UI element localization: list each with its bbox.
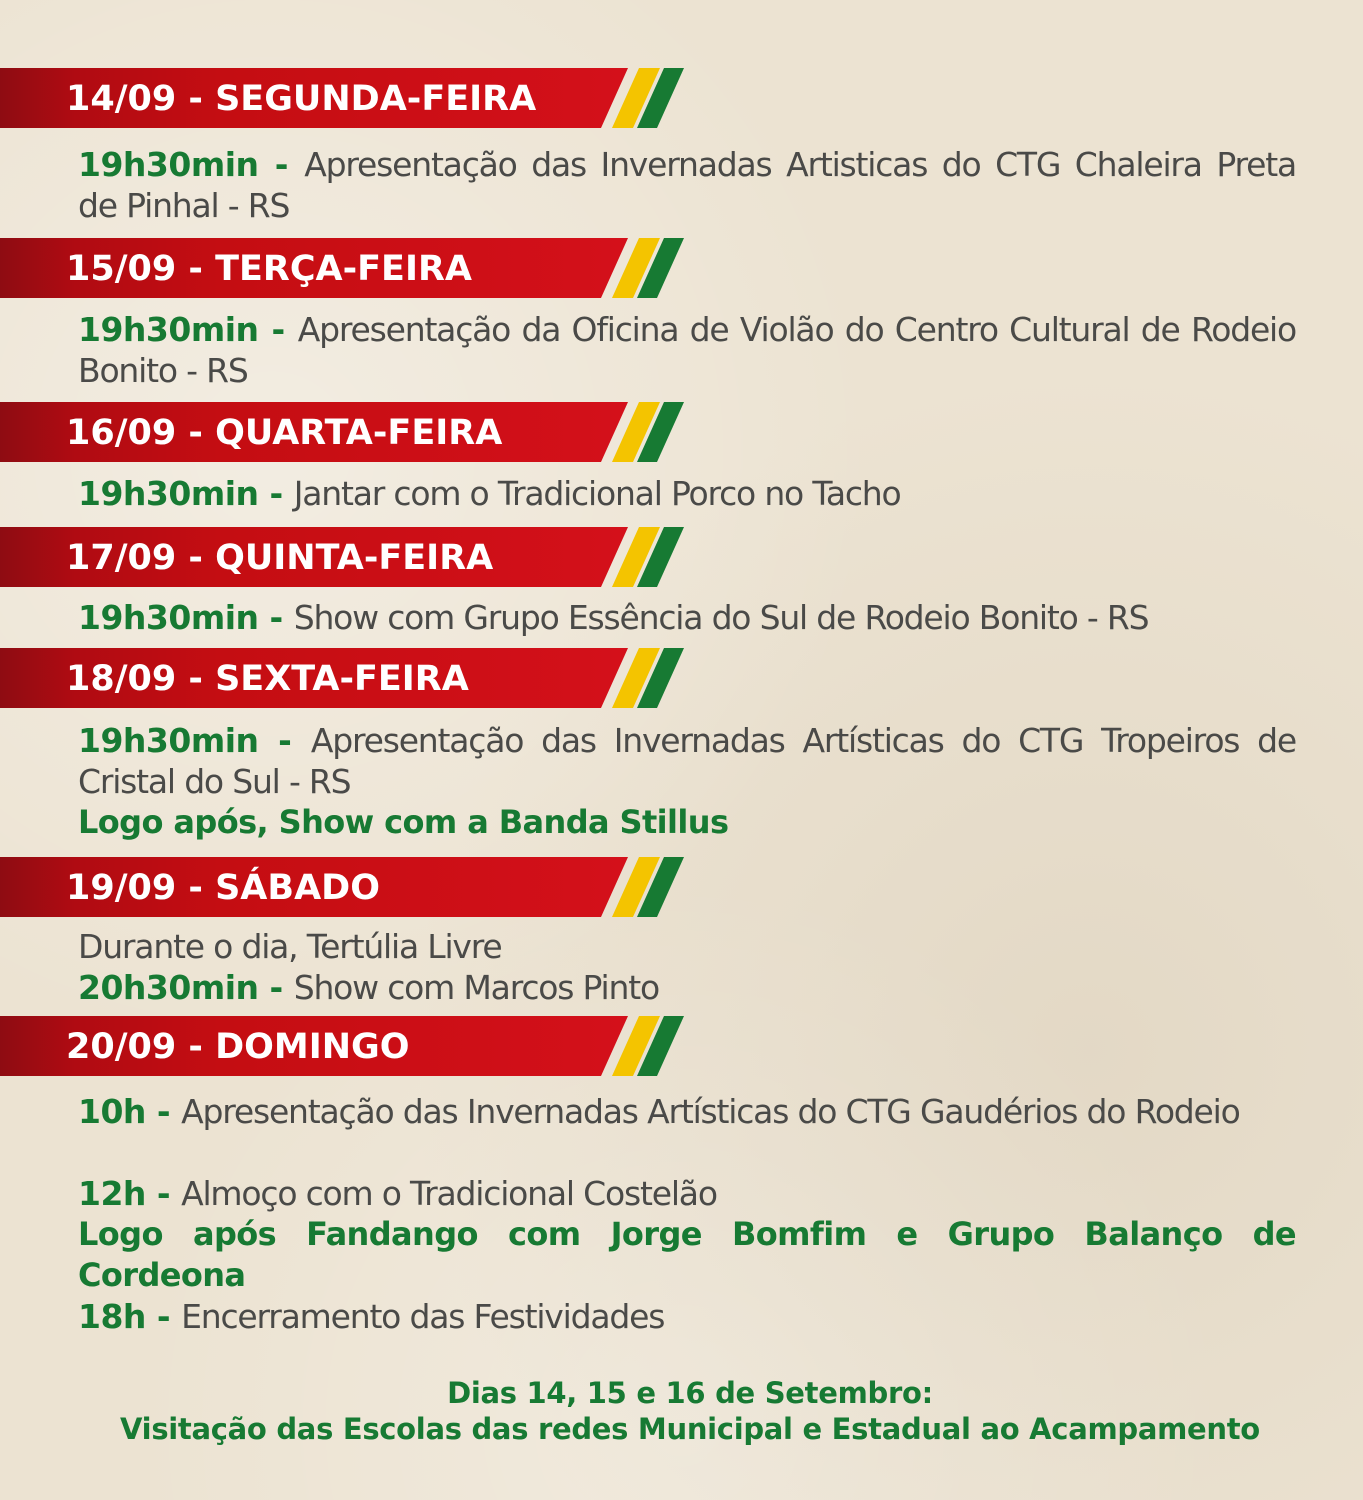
day-banner-7 xyxy=(0,1016,700,1076)
day-banner-3 xyxy=(0,402,700,462)
event-time: 10h - xyxy=(78,1092,182,1131)
event-description: Jantar com o Tradicional Porco no Tacho xyxy=(293,474,901,513)
footer-note-line-2: Visitação das Escolas das redes Municipal e Estadual ao Acampamento xyxy=(120,1412,1260,1446)
event-entry xyxy=(78,1173,1296,1214)
day-title: 14/09 - SEGUNDA-FEIRA xyxy=(66,79,537,119)
day-title: 16/09 - QUARTA-FEIRA xyxy=(66,413,503,453)
event-time: 20h30min - xyxy=(78,968,294,1007)
event-description: Show com Grupo Essência do Sul de Rodeio Bonito - RS xyxy=(293,598,1149,637)
day-title: 15/09 - TERÇA-FEIRA xyxy=(66,249,473,289)
day-title: 19/09 - SÁBADO xyxy=(66,868,380,908)
event-description: Show com Marcos Pinto xyxy=(293,968,659,1007)
day-banner-4 xyxy=(0,527,700,587)
day-title: 17/09 - QUINTA-FEIRA xyxy=(66,538,494,578)
event-description: Apresentação das Invernadas Artísticas do CTG Tropeiros de Cristal do Sul - RS xyxy=(78,721,1297,801)
event-highlight: Logo após Fandango com Jorge Bomfim e Grupo Balanço de Cordeona xyxy=(78,1215,1296,1294)
event-description: Encerramento das Festividades xyxy=(181,1297,665,1336)
event-entry xyxy=(78,597,1296,638)
day-banner-1 xyxy=(0,68,700,128)
day-title: 20/09 - DOMINGO xyxy=(66,1027,410,1067)
event-description: Apresentação das Invernadas Artisticas do CTG Chaleira Preta de Pinhal - RS xyxy=(78,145,1297,225)
event-entry xyxy=(78,1296,1296,1337)
event-entry xyxy=(78,309,1296,391)
event-time: 18h - xyxy=(78,1297,182,1336)
event-highlight: Logo após, Show com a Banda Stillus xyxy=(78,803,729,841)
event-time: 19h30min - xyxy=(78,598,294,637)
footer-note-line-1: Dias 14, 15 e 16 de Setembro: xyxy=(447,1376,933,1410)
day-banner-2 xyxy=(0,238,700,298)
event-entry xyxy=(78,720,1296,802)
event-description: Apresentação da Oficina de Violão do Centro Cultural de Rodeio Bonito - RS xyxy=(78,310,1297,390)
event-description: Apresentação das Invernadas Artísticas do CTG Gaudérios do Rodeio xyxy=(181,1092,1240,1131)
day-banner-5 xyxy=(0,648,700,708)
event-entry xyxy=(78,926,1296,967)
event-time: 12h - xyxy=(78,1174,182,1213)
event-entry xyxy=(78,473,1296,514)
event-description: Almoço com o Tradicional Costelão xyxy=(181,1174,717,1213)
event-description: Durante o dia, Tertúlia Livre xyxy=(78,927,502,966)
event-entry xyxy=(78,144,1296,226)
event-entry xyxy=(78,967,1296,1008)
day-banner-6 xyxy=(0,857,700,917)
event-time: 19h30min - xyxy=(78,474,294,513)
day-title: 18/09 - SEXTA-FEIRA xyxy=(66,659,469,699)
event-time: 19h30min - xyxy=(78,145,305,184)
event-time: 19h30min - xyxy=(78,310,298,349)
event-time: 19h30min - xyxy=(78,721,311,760)
event-entry xyxy=(78,1091,1296,1132)
